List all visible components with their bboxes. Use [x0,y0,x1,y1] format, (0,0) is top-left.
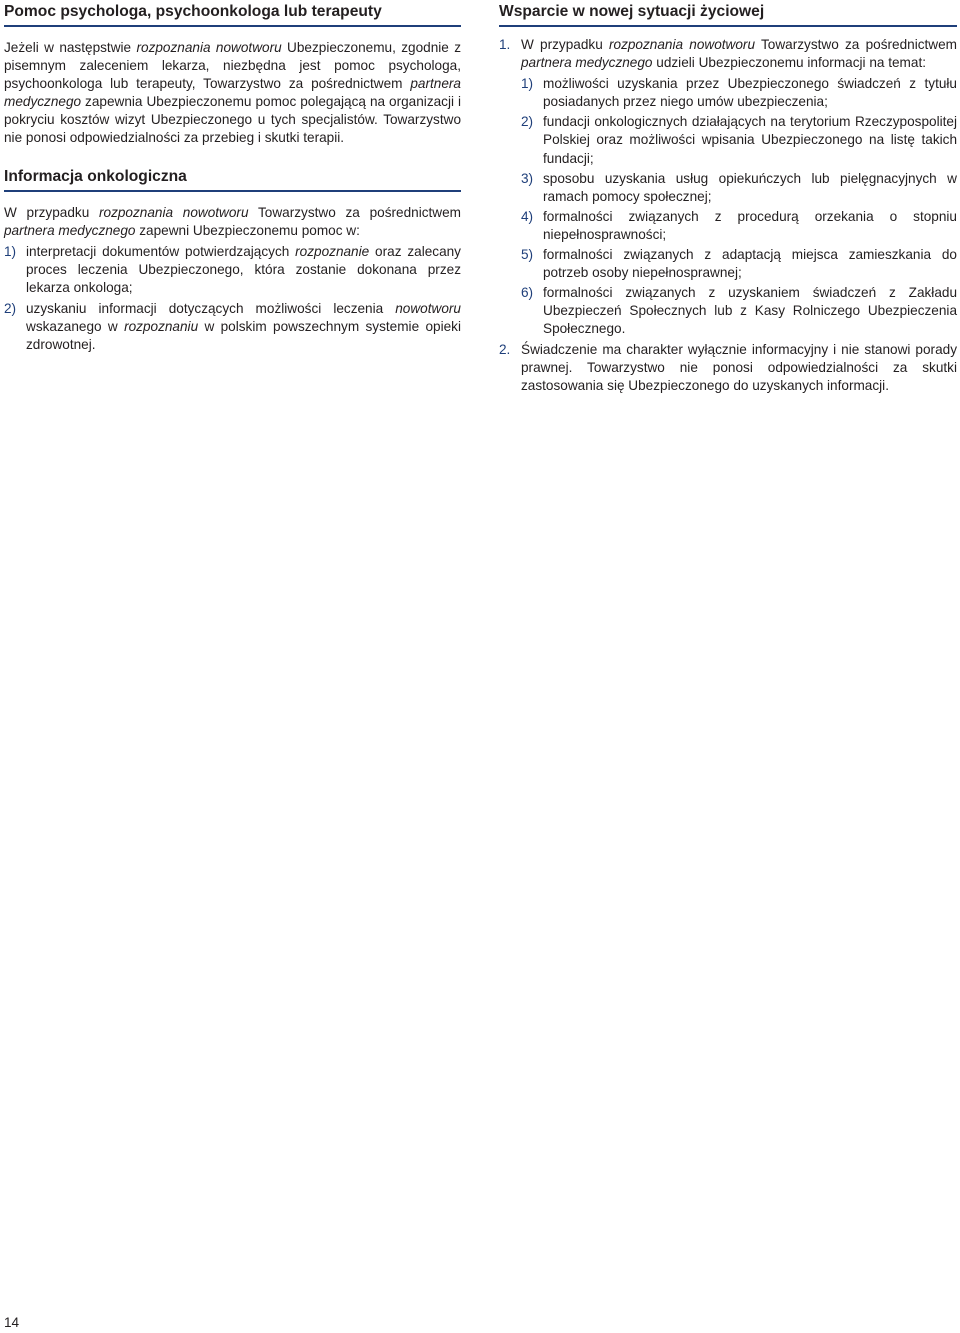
right-column [499,0,957,395]
numbered-item [499,36,957,339]
psychologist-paragraph [4,39,461,148]
list-item-number: 6) [521,285,534,301]
list-item-text [543,76,957,109]
text-run: Ubezpieczonemu, zgodnie z pisemnym zaleceniem lekarza, niezbędna jest pomoc psychologa, psychoonkologa lub terapeuty, Towarzystwo za pośrednictwem [4,40,462,92]
list-item-number: 2) [4,301,17,317]
list-item-text [543,285,957,336]
section-heading-life-support: Wsparcie w nowej sytuacji życiowej [499,2,957,27]
oncology-list [4,243,461,355]
left-column [4,0,461,354]
list-item-text [543,114,957,165]
text-run: Towarzystwo za pośrednictwem [248,204,462,220]
italic-term: rozpoznania nowotworu [136,40,282,55]
italic-term: rozpoznania nowotworu [608,37,756,52]
list-item-text [543,209,957,242]
text-run: Świadczenie ma charakter wyłącznie informacyjny i nie stanowi porady prawnej. Towarzystwo nie ponosi odpowiedzialności za skutki zastosowania się Ubezpieczonego do uzyskanych informacji. [521,341,957,393]
list-item [521,75,957,111]
list-item-number: 2) [521,114,534,130]
list-item-text [26,244,461,295]
list-item-text [543,247,957,280]
list-item-number: 1) [521,76,534,92]
text-run: Towarzystwo za pośrednictwem [755,37,958,52]
text-run: zapewni Ubezpieczonemu pomoc w: [135,222,360,238]
list-item-number: 1) [4,243,17,259]
section-heading-oncology-info: Informacja onkologiczna [4,167,461,192]
text-run: uzyskaniu informacji dotyczących możliwości leczenia [26,301,396,317]
text-run: oraz zalecany proces leczenia Ubezpieczonego, która zostanie dokonana przez lekarza onkologa; [26,243,461,295]
text-run: W przypadku [4,204,99,220]
numbered-item [499,341,957,395]
list-item [521,170,957,206]
italic-term: rozpoznanie [295,243,370,259]
text-run: wskazanego w [26,319,125,335]
text-run: formalności związanych z adaptacją miejsca zamieszkania do potrzeb osoby niepełnosprawnej; [543,247,957,281]
text-run: Jeżeli w następstwie [4,40,137,55]
section-heading-psychologist: Pomoc psychologa, psychoonkologa lub terapeuty [4,2,461,27]
list-item [521,208,957,244]
italic-term: rozpoznania nowotworu [98,204,249,220]
italic-term: rozpoznaniu [124,319,199,335]
text-run: formalności związanych z procedurą orzekania o stopniu niepełnosprawności; [543,208,957,242]
text-run: zapewnia Ubezpieczonemu pomoc polegającą na organizacji i pokryciu kosztów wizyt Ubezpieczonego u tych specjalistów. Towarzystwo nie ponosi odpowiedzialności za przebieg i skutki terapii. [4,94,461,146]
text-run: w polskim powszechnym systemie opieki zdrowotnej. [26,319,461,353]
italic-term: partnera medycznego [4,76,461,110]
life-support-list [499,36,957,395]
list-item-number: 4) [521,208,534,224]
text-run: możliwości uzyskania przez Ubezpieczonego świadczeń z tytułu posiadanych przez niego umów ubezpieczenia; [543,76,957,110]
numbered-item-number: 2. [499,341,511,357]
list-item-number: 3) [521,170,534,186]
italic-term: nowotworu [395,301,461,317]
text-run: udzieli Ubezpieczonemu informacji na temat: [652,55,926,71]
text-run: sposobu uzyskania usług opiekuńczych lub pielęgnacyjnych w ramach pomocy społecznej; [543,170,957,204]
oncology-intro-paragraph [4,204,461,240]
text-run: fundacji onkologicznych działających na terytorium Rzeczypospolitej Polskiej oraz możliwości wpisania Ubezpieczonego na listę takich fundacji; [543,114,957,166]
italic-term: partnera medycznego [4,222,136,238]
numbered-item-text [521,36,957,72]
italic-term: partnera medycznego [521,55,653,71]
numbered-item-number: 1. [499,37,511,52]
text-run: interpretacji dokumentów potwierdzających [26,243,296,259]
list-item [521,246,957,282]
list-item [521,113,957,167]
list-item [4,243,461,297]
text-run: W przypadku [521,37,609,52]
numbered-item-text [521,341,957,395]
text-run: formalności związanych z uzyskaniem świadczeń z Zakładu Ubezpieczeń Społecznych lub z Kasy Rolniczego Ubezpieczenia Społecznego. [543,285,957,337]
list-item-text [543,171,957,204]
list-item-text [26,301,461,352]
page-number: 14 [4,1315,20,1330]
list-item [521,284,957,338]
list-item-number: 5) [521,247,534,263]
sub-list [521,75,957,338]
list-item [4,300,461,354]
